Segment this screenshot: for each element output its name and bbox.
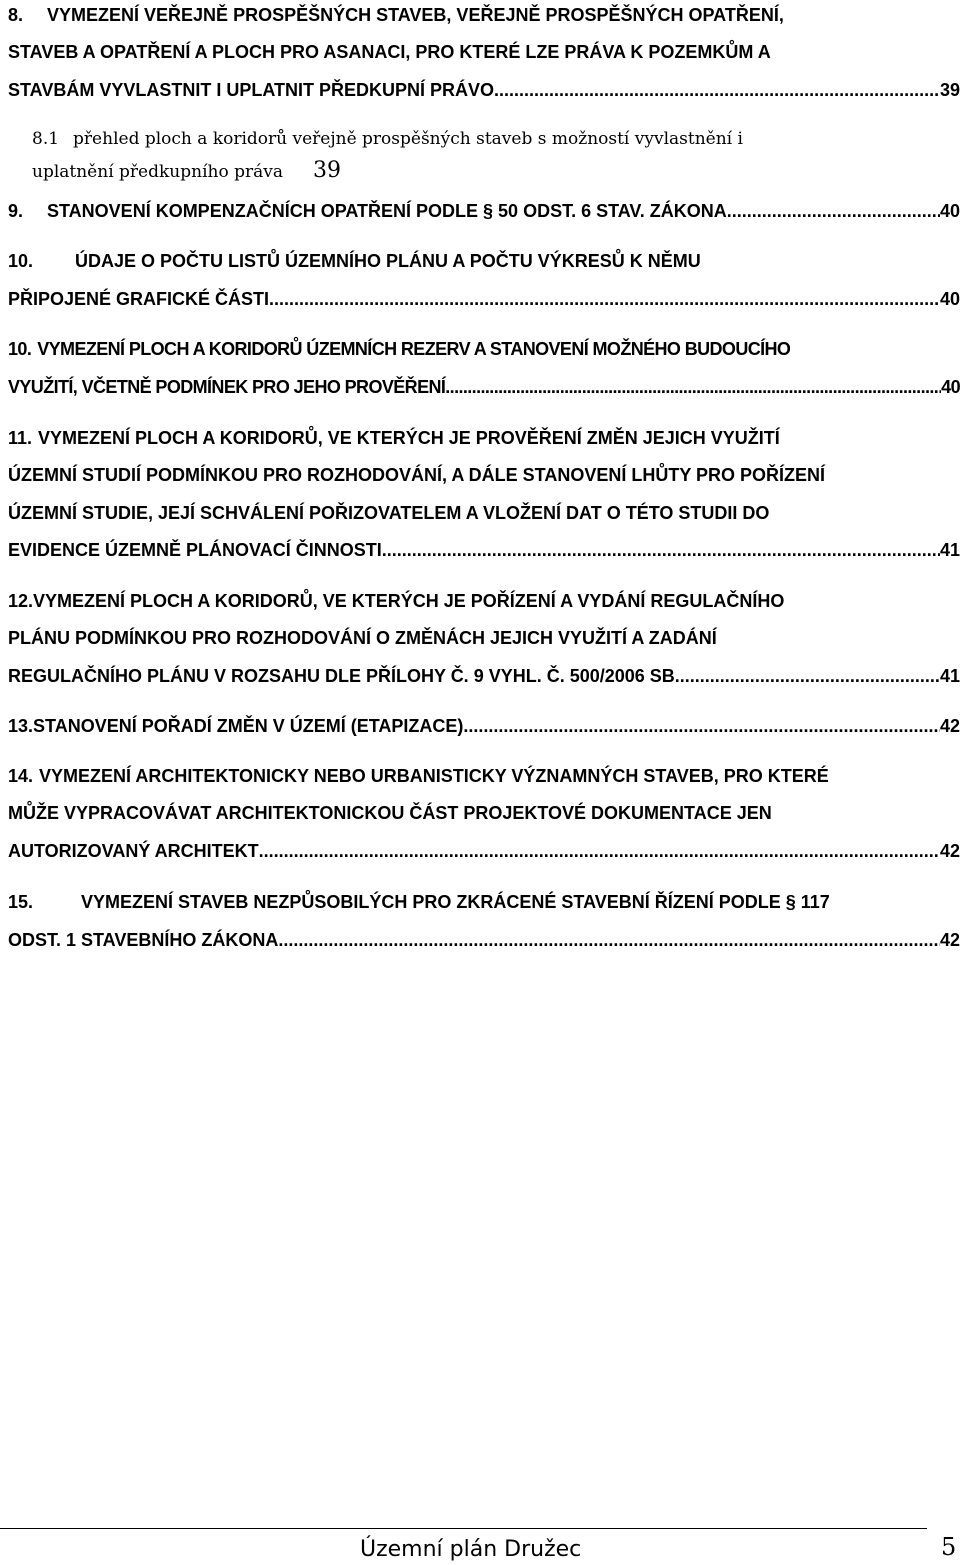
- toc-page-number: 41: [939, 540, 960, 560]
- footer-divider: [0, 1528, 927, 1529]
- toc-entry-10-line1: [8, 250, 701, 272]
- toc-entry-8-1-line1: [32, 128, 743, 150]
- toc-title: VYMEZENÍ PLOCH A KORIDORŮ ÚZEMNÍCH REZERV A STANOVENÍ MOŽNÉHO BUDOUCÍHO: [37, 339, 791, 359]
- toc-entry-11-line3: ÚZEMNÍ STUDIE, JEJÍ SCHVÁLENÍ POŘIZOVATELEM A VLOŽENÍ DAT O TÉTO STUDII DO: [8, 503, 770, 523]
- toc-title: STANOVENÍ KOMPENZAČNÍCH OPATŘENÍ PODLE § 50 ODST. 6 STAV. ZÁKONA: [47, 201, 727, 221]
- toc-title: VYMEZENÍ ARCHITEKTONICKY NEBO URBANISTICKY VÝZNAMNÝCH STAVEB, PRO KTERÉ: [39, 766, 829, 786]
- toc-entry-11-line1: [8, 427, 780, 449]
- toc-entry-8-line1: [8, 4, 784, 26]
- leader-dots: [445, 376, 941, 398]
- toc-title: VYMEZENÍ VEŘEJNĚ PROSPĚŠNÝCH STAVEB, VEŘEJNĚ PROSPĚŠNÝCH OPATŘENÍ,: [47, 5, 784, 25]
- toc-entry-10-reserves-line2: [8, 376, 960, 398]
- leader-dots: [269, 288, 940, 310]
- toc-number: 15.: [8, 892, 34, 912]
- toc-entry-11-line4: [8, 539, 960, 561]
- toc-page-number: 39: [939, 80, 960, 100]
- toc-title: REGULAČNÍHO PLÁNU V ROZSAHU DLE PŘÍLOHY Č. 9 VYHL. Č. 500/2006 SB: [8, 666, 675, 686]
- toc-entry-8-line2: STAVEB A OPATŘENÍ A PLOCH PRO ASANACI, PRO KTERÉ LZE PRÁVA K POZEMKŮM A: [8, 42, 771, 62]
- leader-dots: [259, 840, 940, 862]
- footer-title: Územní plán Družec: [360, 1537, 582, 1562]
- leader-dots: [494, 79, 940, 101]
- toc-entry-13-line1: [8, 715, 960, 737]
- toc-number: 10.: [8, 251, 34, 271]
- toc-entry-10-reserves-line1: [8, 338, 790, 360]
- toc-page-number: 42: [939, 716, 960, 736]
- toc-entry-14-line3: [8, 840, 960, 862]
- toc-title: STAVBÁM VYVLASTNIT I UPLATNIT PŘEDKUPNÍ PRÁVO: [8, 80, 495, 100]
- toc-number: 10.: [8, 339, 32, 359]
- toc-entry-11-line2: ÚZEMNÍ STUDIÍ PODMÍNKOU PRO ROZHODOVÁNÍ, A DÁLE STANOVENÍ LHŮTY PRO POŘÍZENÍ: [8, 465, 826, 485]
- toc-number: 9.: [8, 201, 24, 221]
- toc-title: VYUŽITÍ, VČETNĚ PODMÍNEK PRO JEHO PROVĚŘENÍ: [8, 377, 446, 397]
- toc-number: 8.1: [32, 129, 60, 149]
- toc-entry-15-line2: [8, 929, 960, 951]
- toc-page-number: 40: [939, 201, 960, 221]
- page-footer: [0, 1528, 960, 1565]
- toc-title: AUTORIZOVANÝ ARCHITEKT: [8, 841, 259, 861]
- toc-title: PŘIPOJENÉ GRAFICKÉ ČÁSTI: [8, 289, 270, 309]
- toc-title: EVIDENCE ÚZEMNĚ PLÁNOVACÍ ČINNOSTI: [8, 540, 382, 560]
- toc-page-number: 42: [939, 930, 960, 950]
- toc-entry-12-line3: [8, 665, 960, 687]
- leader-dots: [278, 929, 940, 951]
- toc-entry-12-line1: [8, 590, 784, 612]
- toc-entry-10-line2: [8, 288, 960, 310]
- toc-entry-8-1-line2: [32, 160, 341, 183]
- leader-dots: [727, 200, 940, 222]
- toc-page-number: 39: [312, 158, 341, 183]
- toc-number: 13.: [8, 716, 34, 736]
- toc-entry-14-line2: MŮŽE VYPRACOVÁVAT ARCHITEKTONICKOU ČÁST PROJEKTOVÉ DOKUMENTACE JEN: [8, 803, 772, 823]
- toc-entry-12-line2: PLÁNU PODMÍNKOU PRO ROZHODOVÁNÍ O ZMĚNÁCH JEJICH VYUŽITÍ A ZADÁNÍ: [8, 628, 717, 648]
- toc-number: 14.: [8, 766, 34, 786]
- toc-page-number: 40: [939, 289, 960, 309]
- toc-page-number: 40: [941, 377, 960, 397]
- toc-entry-9-line1: [8, 200, 960, 222]
- toc-title: ÚDAJE O POČTU LISTŮ ÚZEMNÍHO PLÁNU A POČTU VÝKRESŮ K NĚMU: [75, 251, 701, 271]
- toc-entry-14-line1: [8, 765, 829, 787]
- toc-title: ODST. 1 STAVEBNÍHO ZÁKONA: [8, 930, 279, 950]
- toc-title: VYMEZENÍ STAVEB NEZPŮSOBILÝCH PRO ZKRÁCENÉ STAVEBNÍ ŘÍZENÍ PODLE § 117: [81, 892, 830, 912]
- toc-page-number: 42: [939, 841, 960, 861]
- toc-entry-15-line1: [8, 891, 830, 913]
- footer-page-number: 5: [941, 1533, 957, 1561]
- toc-title: přehled ploch a koridorů veřejně prospěšných staveb s možností vyvlastnění i: [73, 129, 743, 149]
- toc-number: 11.: [8, 428, 33, 448]
- toc-number: 8.: [8, 5, 24, 25]
- leader-dots: [675, 665, 940, 687]
- toc-page-number: 41: [939, 666, 960, 686]
- toc-entry-8-line3: [8, 79, 960, 101]
- toc-title: VYMEZENÍ PLOCH A KORIDORŮ, VE KTERÝCH JE PROVĚŘENÍ ZMĚN JEJICH VYUŽITÍ: [38, 428, 780, 448]
- leader-dots: [463, 715, 940, 737]
- toc-number: 12.: [8, 591, 34, 611]
- leader-dots: [382, 539, 940, 561]
- toc-title: VYMEZENÍ PLOCH A KORIDORŮ, VE KTERÝCH JE POŘÍZENÍ A VYDÁNÍ REGULAČNÍHO: [33, 591, 785, 611]
- toc-title: STANOVENÍ POŘADÍ ZMĚN V ÚZEMÍ (ETAPIZACE): [33, 716, 464, 736]
- toc-title: uplatnění předkupního práva: [32, 162, 283, 182]
